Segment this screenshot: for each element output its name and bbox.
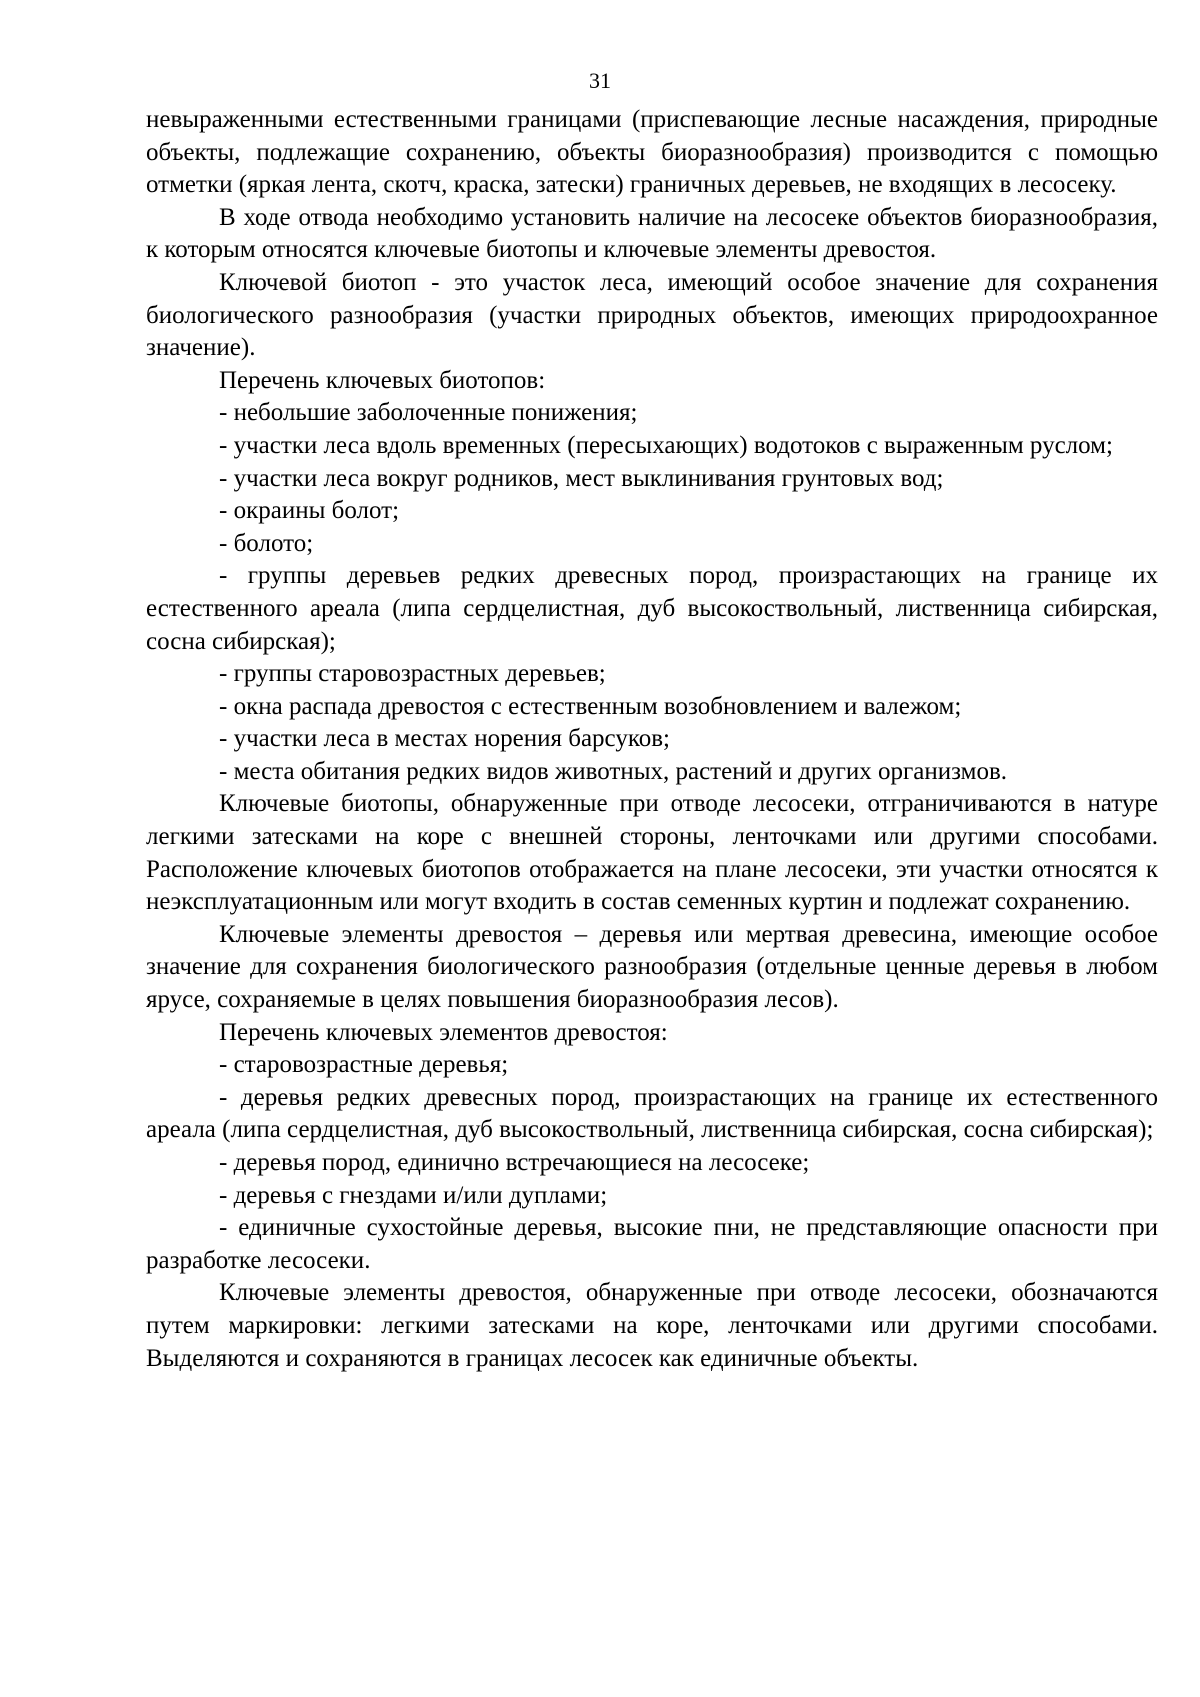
heading-key-biotopes-list: Перечень ключевых биотопов: <box>219 366 546 394</box>
list-item: - окраины болот; <box>219 497 400 525</box>
paragraph-continuation: невыраженными естественными границами (приспевающие лесные насаждения, природные объекты, подлежащие сохранению, объекты биоразнообразия) производится с помощью отметки (яркая лента, скотч, краска, затески) граничных деревьев, не входящих в лесосеку. <box>146 106 1158 199</box>
paragraph-key-elements-marking: Ключевые элементы древостоя, обнаруженные при отводе лесосеки, обозначаются путем маркировки: легкими затесками на коре, ленточками или другими способами. Выделяются и сохраняются в границах лесосек как единичные объекты. <box>146 1279 1158 1372</box>
list-item: - деревья редких древесных пород, произрастающих на границе их естественного ареала (липа сердцелистная, дуб высокоствольный, лиственница сибирская, сосна сибирская); <box>146 1083 1158 1144</box>
list-item: - старовозрастные деревья; <box>219 1051 509 1079</box>
list-item: - деревья с гнездами и/или дуплами; <box>219 1181 608 1209</box>
heading-key-elements-list: Перечень ключевых элементов древостоя: <box>219 1018 668 1046</box>
list-item: - места обитания редких видов животных, растений и других организмов. <box>219 757 1008 785</box>
list-item: - единичные сухостойные деревья, высокие пни, не представляющие опасности при разработке лесосеки. <box>146 1214 1158 1274</box>
list-item: - окна распада древостоя с естественным возобновлением и валежом; <box>219 692 962 720</box>
list-item: - деревья пород, единично встречающиеся на лесосеке; <box>219 1149 810 1176</box>
list-item: - группы деревьев редких древесных пород, произрастающих на границе их естественного ареала (липа сердцелистная, дуб высокоствольный, лиственница сибирская, сосна сибирская); <box>146 562 1158 655</box>
list-item: - группы старовозрастных деревьев; <box>219 660 606 688</box>
list-item: - участки леса вдоль временных (пересыхающих) водотоков с выраженным руслом; <box>219 431 1113 459</box>
list-item: - небольшие заболоченные понижения; <box>219 399 638 427</box>
paragraph-key-elements-definition: Ключевые элементы древостоя – деревья или мертвая древесина, имеющие особое значение для сохранения биологического разнообразия (отдельные ценные деревья в любом ярусе, сохраняемые в целях повышения биоразнообразия лесов). <box>146 920 1158 1014</box>
page-number: 31 <box>589 68 611 93</box>
list-item: - болото; <box>219 529 314 557</box>
list-item: - участки леса в местах норения барсуков; <box>219 725 670 753</box>
paragraph-allotment-biodiversity: В ходе отвода необходимо установить наличие на лесосеке объектов биоразнообразия, к которым относятся ключевые биотопы и ключевые элементы древостоя. <box>146 203 1158 264</box>
paragraph-key-biotope-definition: Ключевой биотоп - это участок леса, имеющий особое значение для сохранения биологического разнообразия (участки природных объектов, имеющих природоохранное значение). <box>146 268 1158 362</box>
page-body <box>146 104 1158 1375</box>
list-item: - участки леса вокруг родников, мест выклинивания грунтовых вод; <box>219 464 944 492</box>
paragraph-key-biotopes-marking: Ключевые биотопы, обнаруженные при отводе лесосеки, отграничиваются в натуре легкими затесками на коре с внешней стороны, ленточками или другими способами. Расположение ключевых биотопов отображается на плане лесосеки, эти участки относятся к неэксплуатационным или могут входить в состав семенных куртин и подлежат сохранению. <box>146 790 1158 916</box>
